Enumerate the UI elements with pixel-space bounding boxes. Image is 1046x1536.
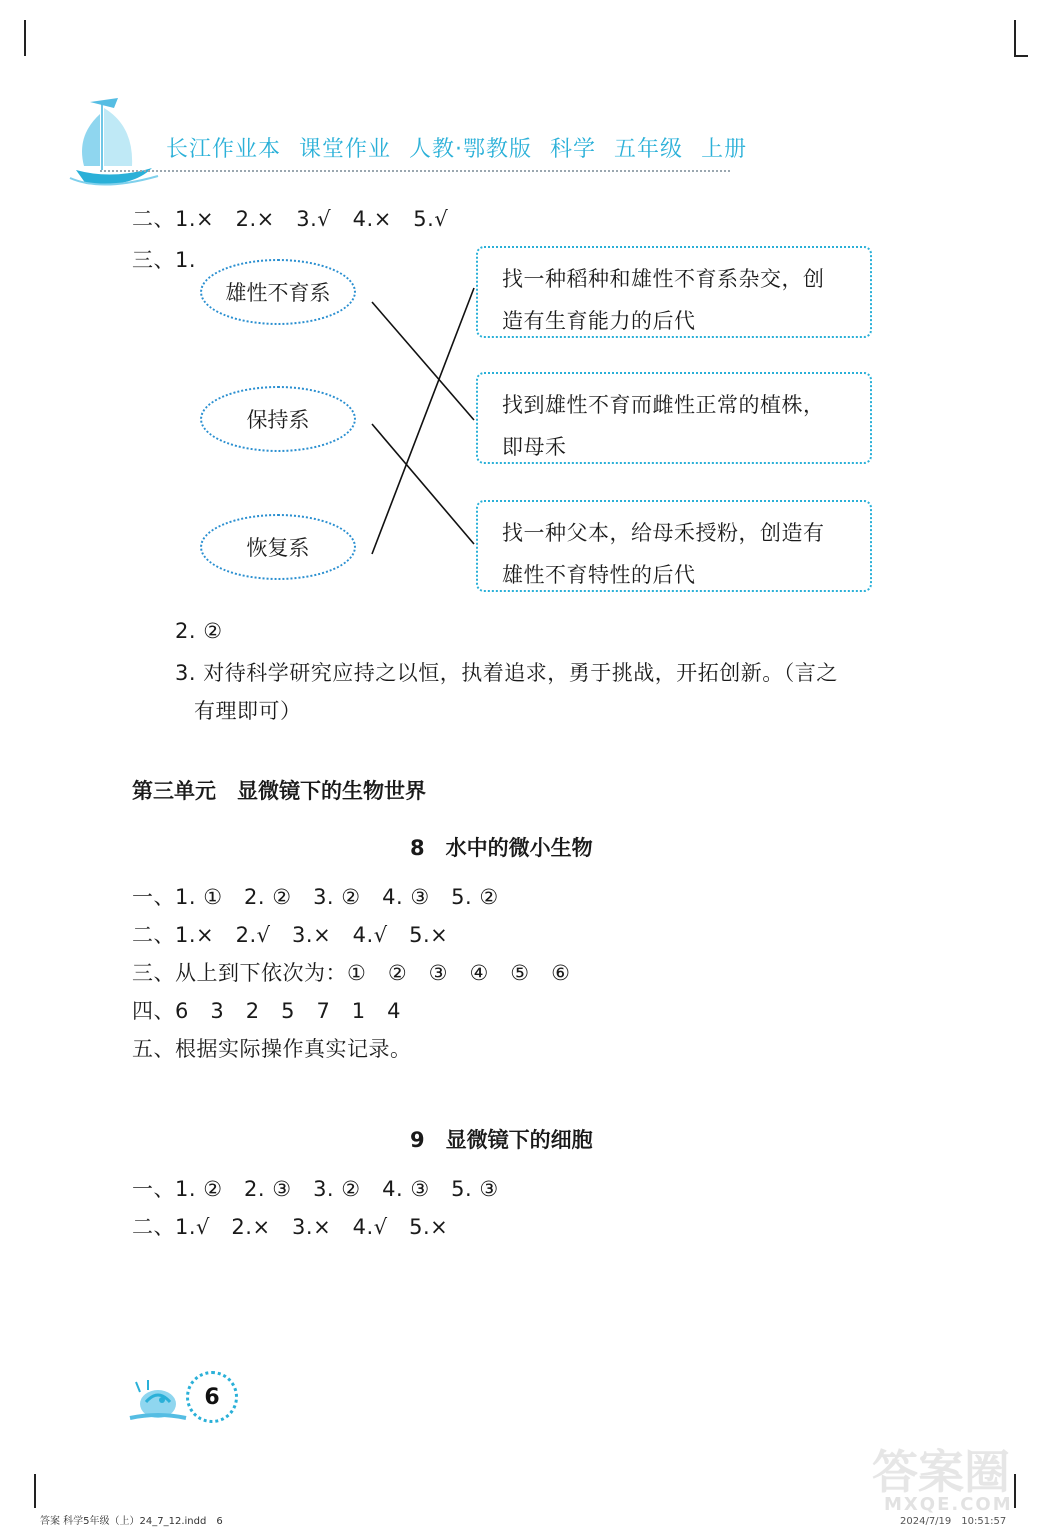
- answer-line-er: 二、1.× 2.× 3.√ 4.× 5.√: [132, 207, 449, 231]
- match-line-sterile-to-mother: [372, 302, 474, 420]
- lesson-9-line: 二、1.√ 2.× 3.× 4.√ 5.×: [132, 1215, 449, 1239]
- answer-q3-line1: 3. 对待科学研究应持之以恒，执着追求，勇于挑战，开拓创新。（言之: [175, 661, 838, 685]
- header-item: 课堂作业: [299, 137, 392, 162]
- lesson-8-line: 四、6 3 2 5 7 1 4: [132, 999, 402, 1023]
- watermark-logo: 答案圈: [872, 1445, 1010, 1499]
- footer-timestamp: 2024/7/19 10:51:57: [900, 1516, 1007, 1527]
- crop-mark-bottom-left: [34, 1474, 36, 1508]
- matching-lines: [0, 0, 1046, 700]
- box-text-line: 雄性不育特性的后代: [502, 563, 696, 587]
- answer-q3-line2: 有理即可）: [194, 699, 302, 723]
- box-text-line: 找一种父本，给母禾授粉，创造有: [502, 521, 825, 545]
- lesson-8-line: 二、1.× 2.√ 3.× 4.√ 5.×: [132, 923, 449, 947]
- unit-title: 第三单元 显微镜下的生物世界: [132, 779, 426, 803]
- page-number: 6: [186, 1371, 238, 1423]
- match-line-restorer-to-hybrid: [372, 288, 474, 554]
- box-text-line: 找到雄性不育而雌性正常的植株，: [502, 393, 825, 417]
- header-item: 上册: [701, 137, 748, 162]
- lesson-8-line: 三、从上到下依次为：① ② ③ ④ ⑤ ⑥: [132, 961, 571, 985]
- answer-q2: 2. ②: [175, 619, 223, 643]
- header-item: 五年级: [614, 137, 684, 162]
- crop-mark-bottom-right: [1014, 1474, 1016, 1508]
- lesson-8-line: 五、根据实际操作真实记录。: [132, 1037, 412, 1061]
- watermark-url: MXQE.COM: [884, 1494, 1013, 1515]
- lesson-9-line: 一、1. ② 2. ③ 3. ② 4. ③ 5. ③: [132, 1177, 499, 1201]
- lesson-9-title: 9 显微镜下的细胞: [410, 1128, 593, 1152]
- box-text-line: 造有生育能力的后代: [502, 309, 696, 333]
- answer-line-san: 三、1.: [132, 248, 197, 272]
- oval-male-sterile-line: 雄性不育系: [200, 259, 356, 325]
- header-item: 长江作业本: [166, 137, 282, 162]
- box-text-line: 找一种稻种和雄性不育系杂交，创: [502, 267, 825, 291]
- header-item: 人教·鄂教版: [409, 137, 533, 162]
- header-item: 科学: [550, 137, 597, 162]
- snail-mascot-icon: [126, 1378, 190, 1426]
- match-line-maintainer-to-father: [372, 424, 474, 544]
- oval-restorer-line: 恢复系: [200, 514, 356, 580]
- footer-file-label: 答案 科学5年级（上）24_7_12.indd 6: [40, 1516, 223, 1527]
- lesson-8-title: 8 水中的微小生物: [410, 836, 593, 860]
- lesson-8-line: 一、1. ① 2. ② 3. ② 4. ③ 5. ②: [132, 885, 499, 909]
- oval-maintainer-line: 保持系: [200, 386, 356, 452]
- box-text-line: 即母禾: [502, 435, 567, 459]
